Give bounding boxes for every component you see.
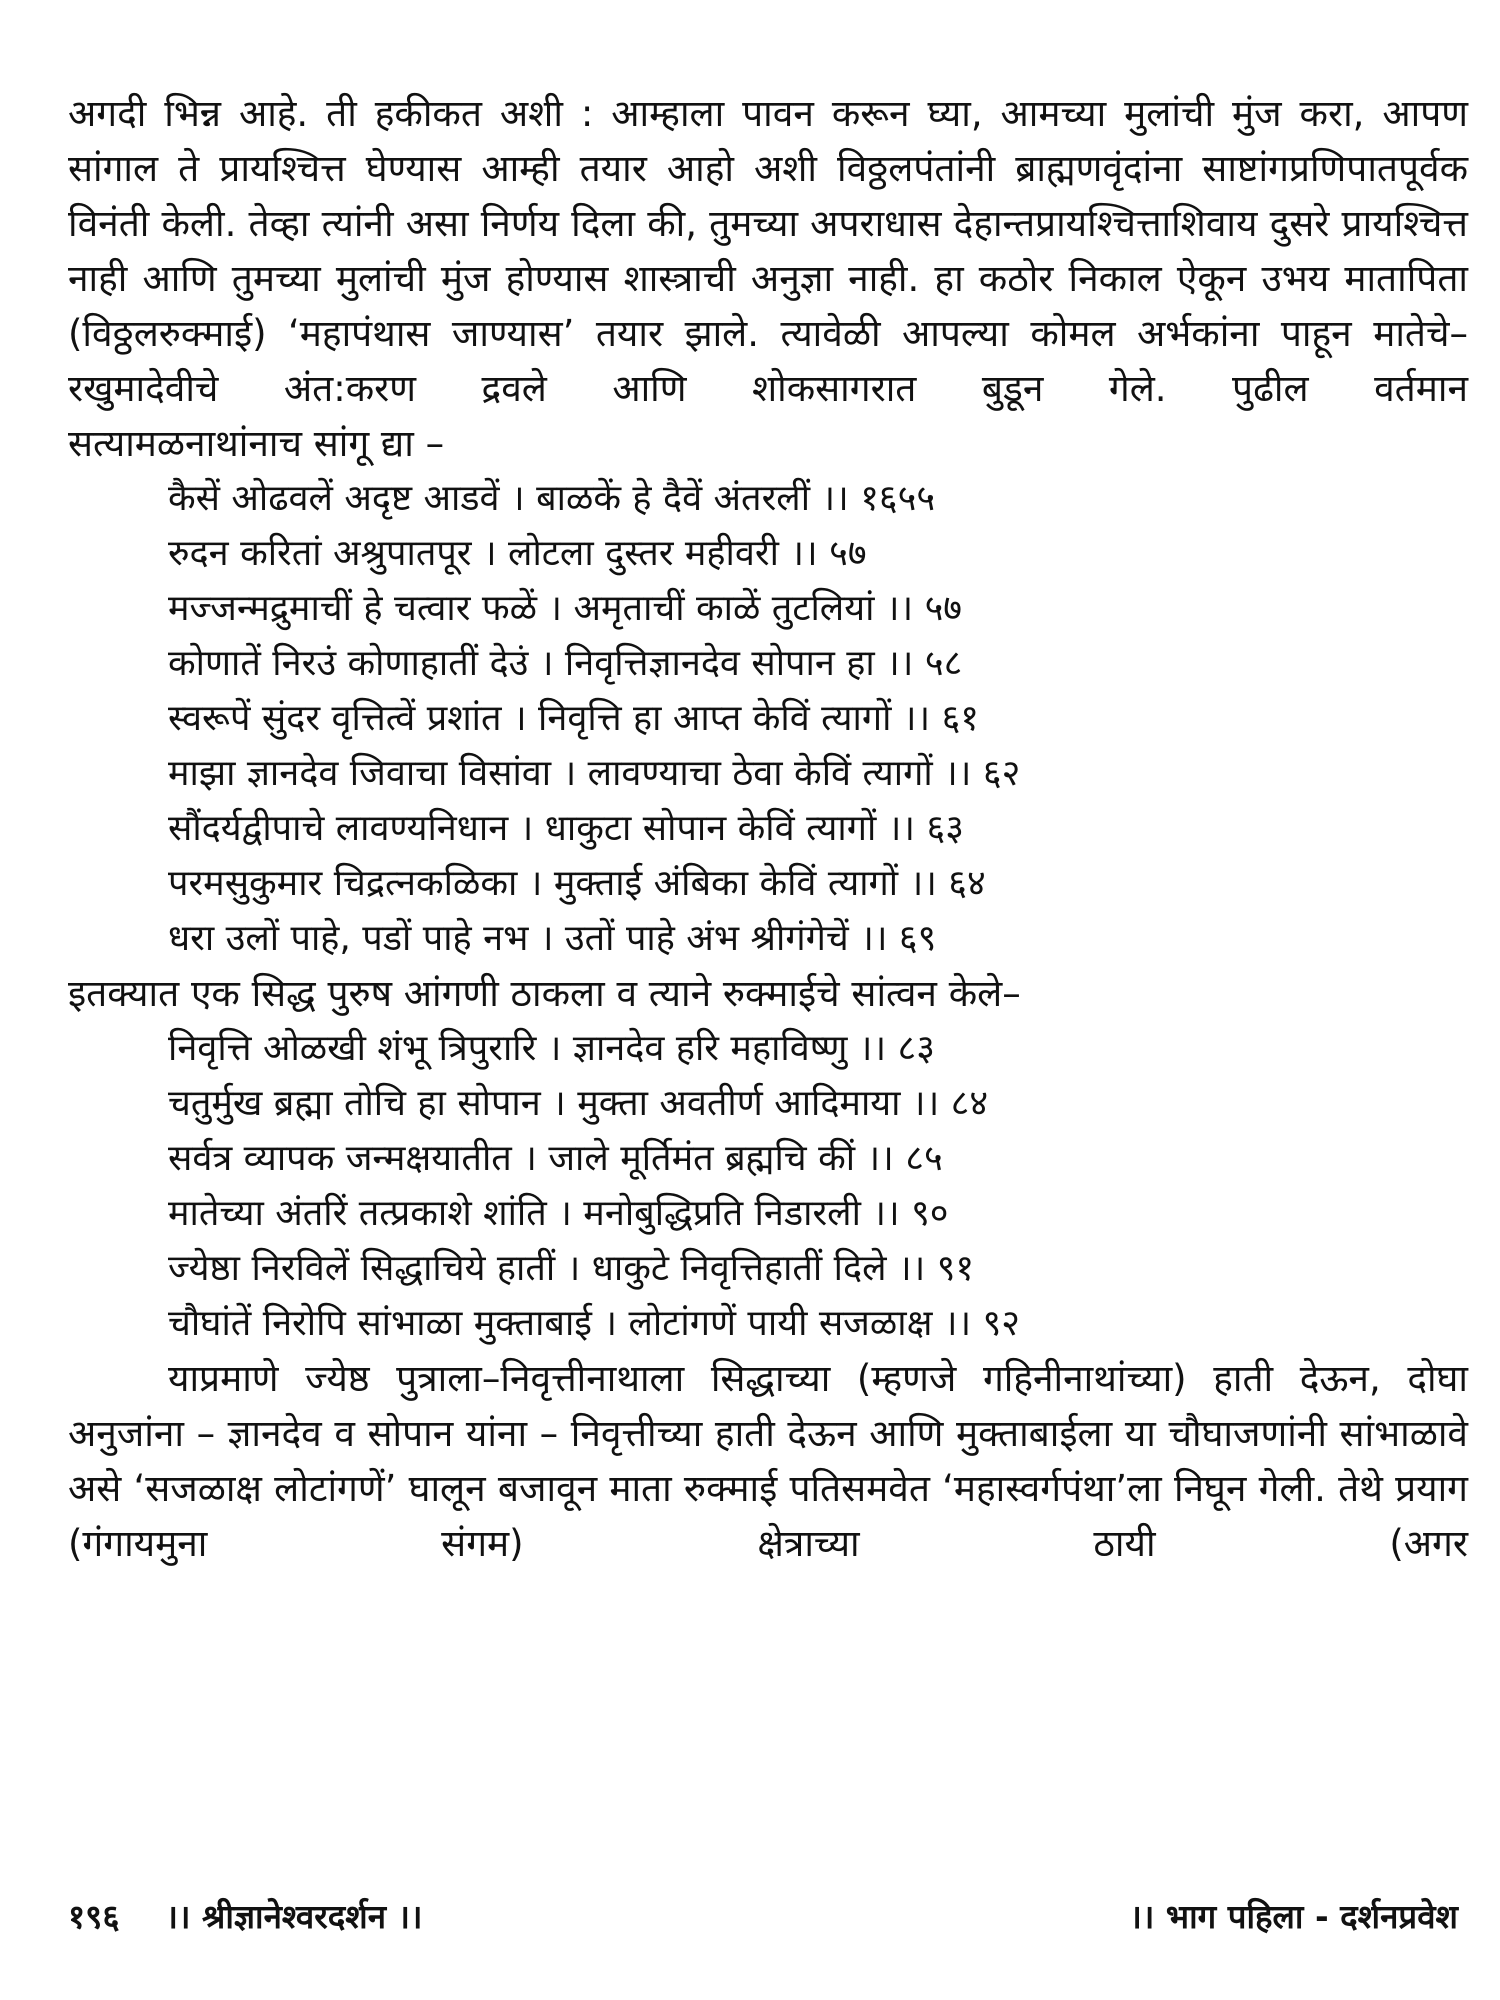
page-footer xyxy=(68,1890,1458,1940)
verse-group-1 xyxy=(68,471,1468,966)
page-number: १९६ xyxy=(68,1896,120,1936)
verse-line: चौघांतें निरोपि सांभाळा मुक्ताबाई । लोटांगणें पायी सजळाक्ष ।। ९२ xyxy=(168,1303,1021,1344)
verse-line: सर्वत्र व्यापक जन्मक्षयातीत । जाले मूर्तिमंत ब्रह्मचि कीं ।। ८५ xyxy=(168,1138,943,1179)
footer-left xyxy=(68,1893,423,1938)
closing-paragraph: याप्रमाणे ज्येष्ठ पुत्राला–निवृत्तीनाथाला सिद्धाच्या (म्हणजे गहिनीनाथांच्या) हाती देऊन, दोघा अनुजांना – ज्ञानदेव व सोपान यांना – निवृत्तीच्या हाती देऊन आणि मुक्ताबाईला या चौघाजणांनी सांभाळावे असे ‘सजळाक्ष लोटांगणें’ घालून बजावून माता रुक्माई पतिसमवेत ‘महास्वर्गपंथा’ला निघून गेली. तेथे प्रयाग (गंगायमुना संगम) क्षेत्राच्या ठायी (अगर xyxy=(68,1357,1468,1565)
book-title: ।। श्रीज्ञानेश्वरदर्शन ।। xyxy=(165,1896,423,1936)
intro-paragraph: अगदी भिन्न आहे. ती हकीकत अशी : आम्हाला पावन करून घ्या, आमच्या मुलांची मुंज करा, आपण सांगाल ते प्रायश्चित्त घेण्यास आम्ही तयार आहो अशी विठ्ठलपंतांनी ब्राह्मणवृंदांना साष्टांगप्रणिपातपूर्वक विनंती केली. तेव्हा त्यांनी असा निर्णय दिला की, तुमच्या अपराधास देहान्तप्रायश्चित्ताशिवाय दुसरे प्रायश्चित्त नाही आणि तुमच्या मुलांची मुंज होण्यास शास्त्राची अनुज्ञा नाही. हा कठोर निकाल ऐकून उभय मातापिता (विठ्ठलरुक्माई) ‘महापंथास जाण्यास’ तयार झाले. त्यावेळी आपल्या कोमल अर्भकांना पाहून मातेचे–रखुमादेवीचे अंत:करण द्रवले आणि शोकसागरात बुडून गेले. पुढील वर्तमान xyxy=(68,92,1468,410)
verse-line: परमसुकुमार चिद्रत्नकळिका । मुक्ताई अंबिका केविं त्यागों ।। ६४ xyxy=(168,863,986,904)
verse-line: माझा ज्ञानदेव जिवाचा विसांवा । लावण्याचा ठेवा केविं त्यागों ।। ६२ xyxy=(168,753,1021,794)
body-text xyxy=(68,86,1468,1571)
verse-line: धरा उलों पाहे, पडों पाहे नभ । उतों पाहे अंभ श्रीगंगेचें ।। ६९ xyxy=(168,918,937,959)
verse-line: चतुर्मुख ब्रह्मा तोचि हा सोपान । मुक्ता अवतीर्ण आदिमाया ।। ८४ xyxy=(168,1083,989,1124)
intro-tail: सत्यामळनाथांनाच सांगू द्या – xyxy=(68,422,445,465)
verse-group-2 xyxy=(68,1021,1468,1351)
section-title: ।। भाग पहिला - दर्शनप्रवेश xyxy=(1129,1896,1458,1936)
verse-line: कोणातें निरउं कोणाहातीं देउं । निवृत्तिज्ञानदेव सोपान हा ।। ५८ xyxy=(168,643,963,684)
middle-line: इतक्यात एक सिद्ध पुरुष आंगणी ठाकला व त्याने रुक्माईचे सांत्वन केले– xyxy=(68,972,1021,1015)
verse-line: ज्येष्ठा निरविलें सिद्धाचिये हातीं । धाकुटे निवृत्तिहातीं दिले ।। ९१ xyxy=(168,1248,975,1289)
verse-line: मज्जन्मद्रुमाचीं हे चत्वार फळें । अमृताचीं काळें तुटलियां ।। ५७ xyxy=(168,588,963,629)
verse-line: मातेच्या अंतरिं तत्प्रकाशे शांति । मनोबुद्धिप्रति निडारली ।। ९० xyxy=(168,1193,949,1234)
verse-line: निवृत्ति ओळखी शंभू त्रिपुरारि । ज्ञानदेव हरि महाविष्णु ।। ८३ xyxy=(168,1028,935,1069)
verse-line: रुदन करितां अश्रुपातपूर । लोटला दुस्तर महीवरी ।। ५७ xyxy=(168,533,867,574)
verse-line: सौंदर्यद्वीपाचे लावण्यनिधान । धाकुटा सोपान केविं त्यागों ।। ६३ xyxy=(168,808,964,849)
verse-line: कैसें ओढवलें अदृष्ट आडवें । बाळकें हे दैवें अंतरलीं ।। १६५५ xyxy=(168,478,936,519)
verse-line: स्वरूपें सुंदर वृत्तित्वें प्रशांत । निवृत्ति हा आप्त केविं त्यागों ।। ६१ xyxy=(168,698,980,739)
